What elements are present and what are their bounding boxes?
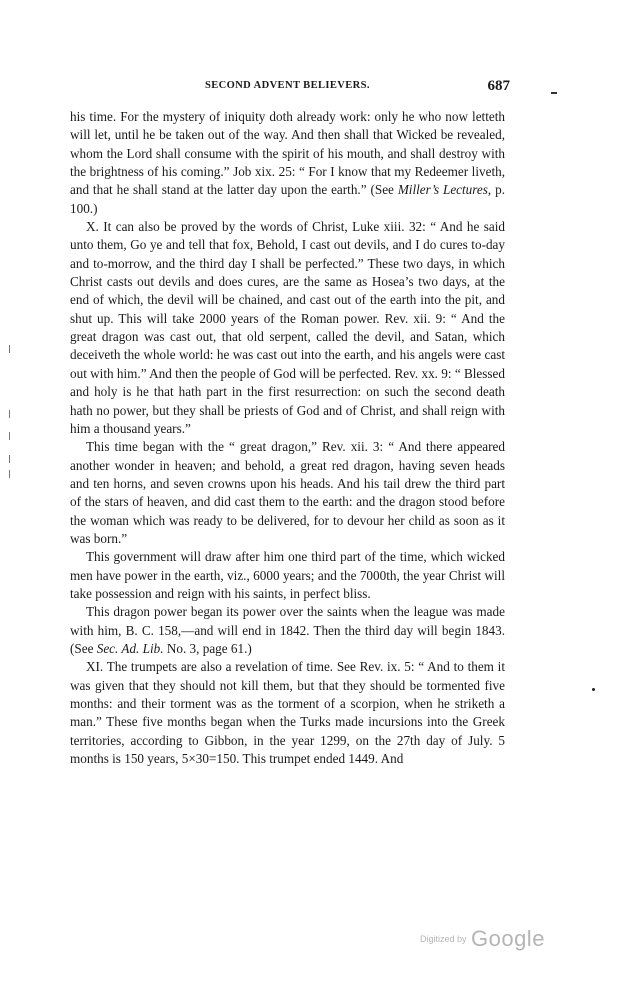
page-number: 687: [487, 78, 510, 94]
citation-1-rest: , p. 100.): [70, 182, 506, 216]
citation-2-title: Sec. Ad. Lib.: [96, 640, 164, 656]
margin-dot: [592, 688, 595, 691]
paragraph-3: This time began with the “ great dragon,” Rev. xii. 3: “ And there appeared another wonder in heaven; and behold, a great red dragon, having seven heads and ten horns, and seven crowns upon his heads. And his tail drew the third part of the stars of heaven, and did cast them to the earth: and the dragon stood before the woman which was ready to be delivered, for to devour her child as soon as it was born.”: [70, 439, 505, 546]
margin-tick: [9, 455, 10, 463]
paragraph-5: [70, 603, 505, 658]
margin-tick: [9, 345, 10, 353]
running-header: [70, 78, 510, 100]
running-head: SECOND ADVENT BELIEVERS.: [205, 80, 370, 91]
paragraph-1: [70, 108, 505, 218]
body-text: [70, 108, 505, 768]
margin-dash: [551, 92, 557, 94]
watermark-small-text: Digitized by: [420, 934, 467, 944]
paragraph-5-text: This dragon power began its power over the saints when the league was made with him, B. C. 158,—and will end in 1842. Then the third day will begin 1843. (See: [70, 604, 505, 656]
citation-2-rest: No. 3, page 61.): [163, 640, 252, 656]
digitized-watermark: [420, 926, 545, 952]
google-logo-text: Google: [470, 926, 545, 951]
margin-tick: [9, 470, 10, 478]
paragraph-2: X. It can also be proved by the words of Christ, Luke xiii. 32: “ And he said unto them, Go ye and tell that fox, Behold, I cast out devils, and I do cures to-day and to-morrow, and the third day I shall be perfected.” These two days, in which Christ casts out devils and does cures, are the same as Hosea’s two days, at the end of which, the devil will be chained, and cast out of the earth into the pit, and shut up. This will take 2000 years of the Roman power. Rev. xii. 9: “ And the great dragon was cast out, that old serpent, called the devil, and Satan, which deceiveth the whole world: he was cast out into the earth, and his angels were cast out with him.” And then the people of God will be perfected. Rev. xx. 9: “ Blessed and holy is he that hath part in the first resurrection: on such the second death hath no power, but they shall be priests of God and of Christ, and shall reign with him a thousand years.”: [70, 219, 505, 436]
citation-1-title: Miller’s Lectures: [397, 182, 488, 198]
paragraph-6: XI. The trumpets are also a revelation of time. See Rev. ix. 5: “ And to them it was given that they should not kill them, but that they should be tormented five months: and their torment was as the torment of a scorpion, when he striketh a man.” These five months began when the Turks made incursions into the Greek territories, according to Gibbon, in the year 1299, on the 27th day of July. 5 months is 150 years, 5×30=150. This trumpet ended 1449. And: [70, 659, 505, 767]
paragraph-4: This government will draw after him one third part of the time, which wicked men have power in the earth, viz., 6000 years; and the 7000th, the year Christ will take possession and reign with his saints, in perfect bliss.: [70, 549, 505, 601]
margin-tick: [9, 410, 10, 418]
paragraph-1-text: his time. For the mystery of iniquity doth already work: only he who now letteth will let, until he be taken out of the way. And then shall that Wicked be revealed, whom the Lord shall consume with the spirit of his mouth, and shall destroy with the brightness of his coming.” Job xix. 25: “ For I know that my Redeemer liveth, and that he shall stand at the latter day upon the earth.” (See: [70, 109, 505, 198]
margin-tick: [9, 432, 10, 440]
